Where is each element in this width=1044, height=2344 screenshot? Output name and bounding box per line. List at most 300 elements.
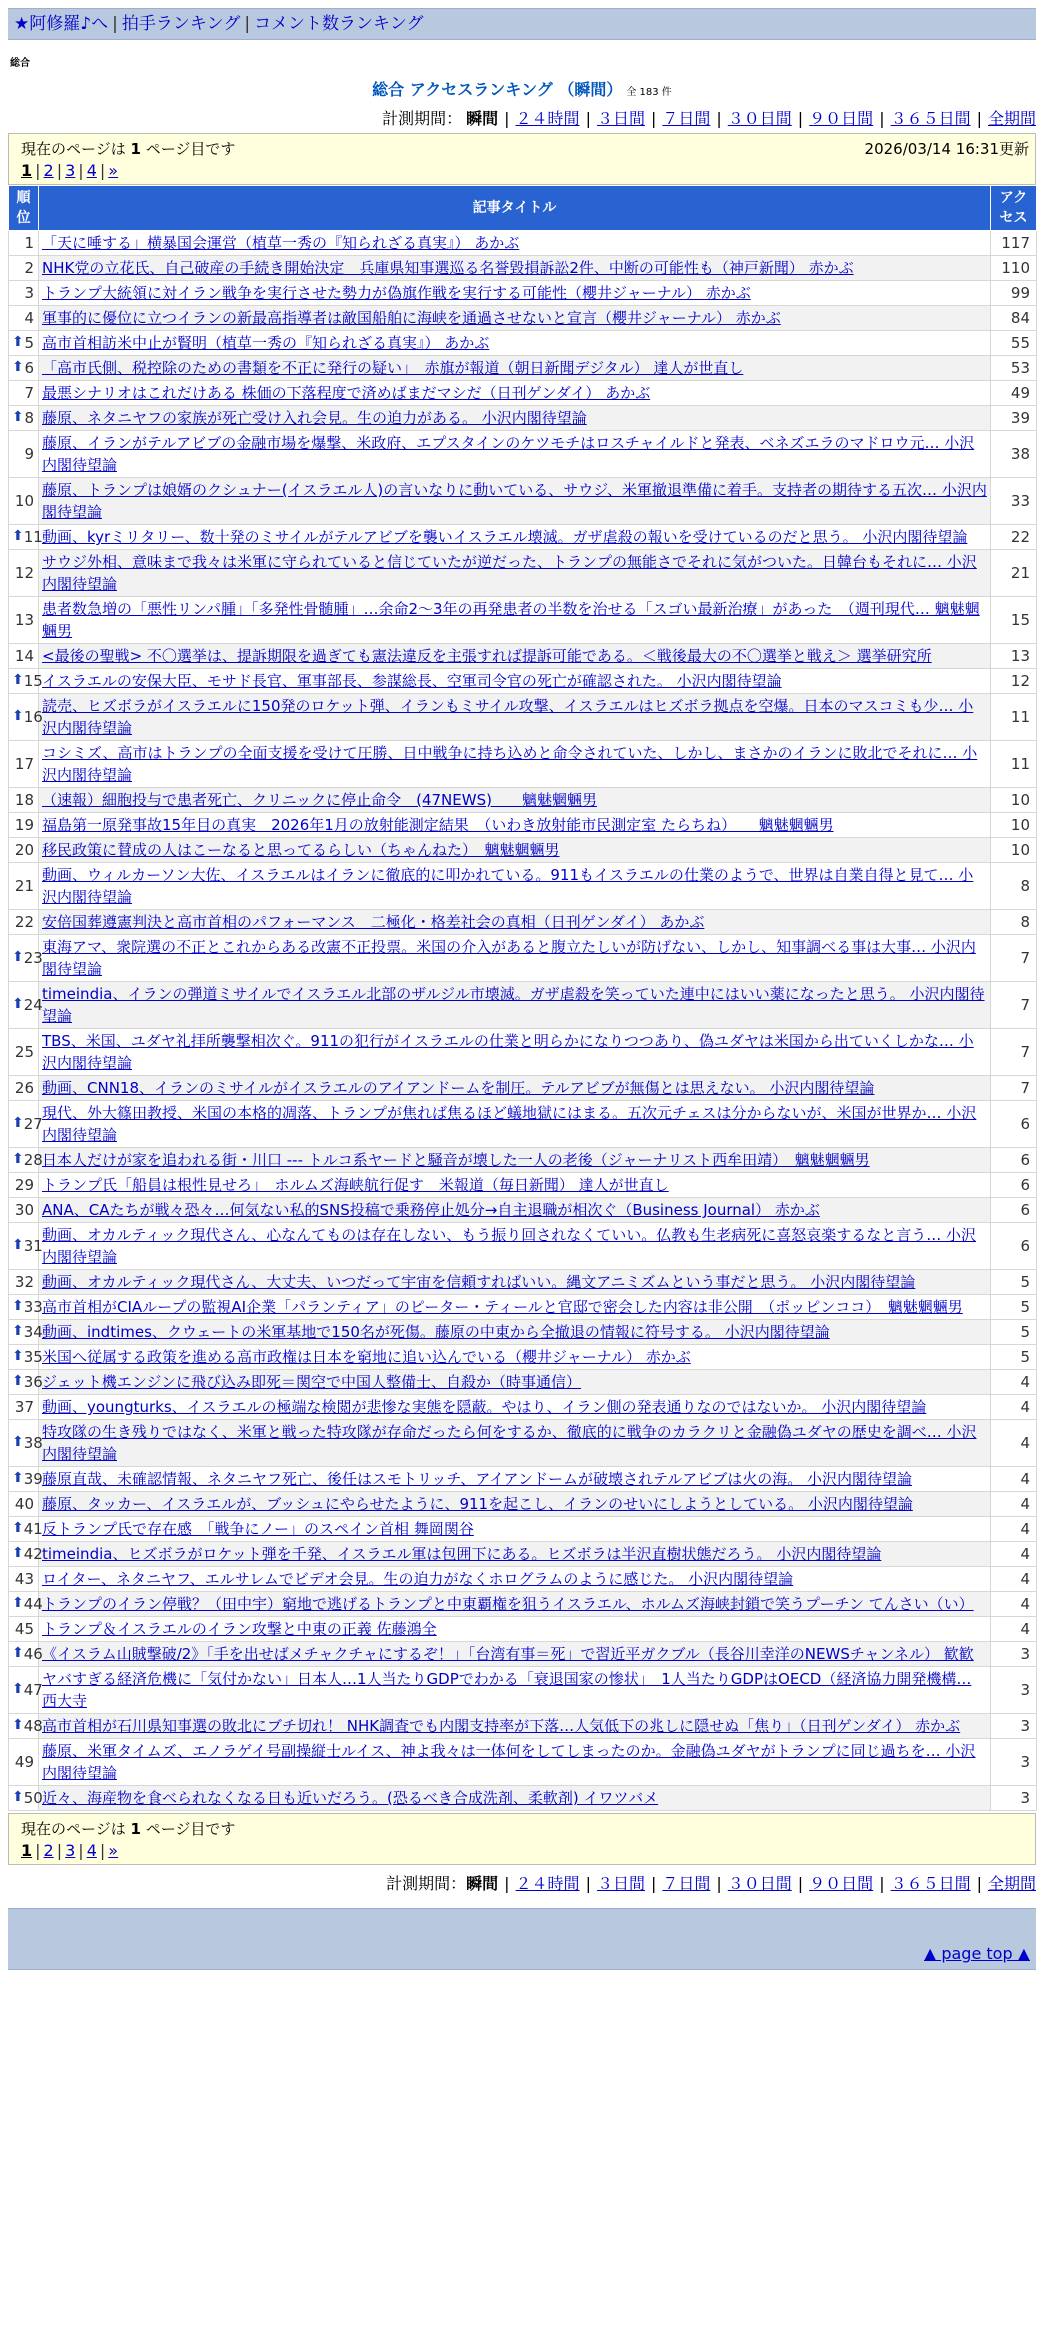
title-cell bbox=[39, 1076, 991, 1101]
period-option-current: 瞬間 bbox=[466, 109, 499, 128]
article-title-link[interactable]: 「天に唾する」横暴国会運営（植草一秀の『知られざる真実』） あかぶ bbox=[42, 234, 520, 252]
article-title-link[interactable]: 「高市氏側、税控除のための書類を不正に発行の疑い」 赤旗が報道（朝日新聞デジタル） 達人が世直し bbox=[42, 359, 744, 377]
title-cell bbox=[39, 741, 991, 788]
rank-number: 7 bbox=[24, 384, 34, 402]
access-count: 49 bbox=[991, 381, 1037, 406]
home-link[interactable]: ★阿修羅♪へ bbox=[14, 14, 109, 34]
rank-cell bbox=[9, 1567, 39, 1592]
table-row bbox=[9, 1739, 1037, 1786]
table-row bbox=[9, 1592, 1037, 1617]
rank-number: 9 bbox=[24, 445, 34, 463]
pager-page-link[interactable]: 3 bbox=[65, 1841, 76, 1860]
access-count: 84 bbox=[991, 306, 1037, 331]
title-cell bbox=[39, 1198, 991, 1223]
pager-page-link[interactable]: 4 bbox=[86, 161, 97, 180]
article-title-link[interactable]: トランプ氏「船員は根性見せろ」 ホルムズ海峡航行促す 米報道（毎日新聞） 達人が世直し bbox=[42, 1176, 669, 1194]
rank-up-arrow-icon: ⬆ bbox=[12, 949, 24, 965]
rank-cell bbox=[9, 231, 39, 256]
access-count: 4 bbox=[991, 1395, 1037, 1420]
rank-number: 29 bbox=[14, 1176, 34, 1194]
rank-number: 2 bbox=[24, 259, 34, 277]
rank-cell bbox=[9, 1667, 43, 1714]
table-row bbox=[9, 525, 1037, 550]
access-count: 99 bbox=[991, 281, 1037, 306]
period-option-link[interactable]: ３日間 bbox=[596, 109, 645, 128]
rank-up-arrow-icon: ⬆ bbox=[12, 334, 24, 350]
title-cell bbox=[39, 478, 991, 525]
ranking-table bbox=[8, 185, 1037, 1811]
article-title-link[interactable]: トランプ＆イスラエルのイラン攻撃と中東の正義 佐藤鴻全 bbox=[42, 1620, 437, 1638]
rank-number: 18 bbox=[14, 791, 34, 809]
category-tag: 総合 bbox=[10, 58, 30, 69]
rank-cell bbox=[9, 863, 39, 910]
access-count: 11 bbox=[991, 694, 1037, 741]
article-title-link[interactable]: 現代、外大篠田教授、米国の本格的凋落、トランプが焦れば焦るほど蟻地獄にはまる。五次元チェスは分からないが、米国が世界か… 小沢内閣待望論 bbox=[42, 1104, 977, 1144]
rank-number: 22 bbox=[14, 913, 34, 931]
article-title-link[interactable]: timeindia、イランの弾道ミサイルでイスラエル北部のザルジル市壊滅。ガザ虐殺を笑っていた連中にはいい薬になったと思う。 小沢内閣待望論 bbox=[42, 985, 985, 1025]
table-row bbox=[9, 381, 1037, 406]
article-title-link[interactable]: <最後の聖戦> 不〇選挙は、提訴期限を過ぎても憲法違反を主張すれば提訴可能である。＜戦後最大の不〇選挙と戦え＞ 選挙研究所 bbox=[42, 647, 932, 665]
rank-number: 23 bbox=[23, 949, 43, 967]
rank-cell bbox=[9, 935, 43, 982]
title-cell bbox=[39, 788, 991, 813]
table-row bbox=[9, 281, 1037, 306]
article-title-link[interactable]: 動画、CNN18、イランのミサイルがイスラエルのアイアンドームを制圧。テルアビブが無傷とは思えない。 小沢内閣待望論 bbox=[42, 1079, 875, 1097]
rank-number: 49 bbox=[14, 1753, 34, 1771]
period-option-link[interactable]: ３０日間 bbox=[727, 1874, 792, 1893]
rank-up-arrow-icon: ⬆ bbox=[12, 1348, 24, 1364]
article-title-link[interactable]: ヤバすぎる経済危機に「気付かない」日本人…1人当たりGDPでわかる「衰退国家の惨状」 1人当たりGDPはOECD（経済協力開発機構… 西大寺 bbox=[42, 1670, 972, 1710]
table-row bbox=[9, 1320, 1037, 1345]
title-cell bbox=[39, 1592, 991, 1617]
current-page-text: 現在のページは 1 ページ目です bbox=[21, 1820, 236, 1838]
access-count: 4 bbox=[991, 1592, 1037, 1617]
access-count: 21 bbox=[991, 550, 1037, 597]
rank-number: 11 bbox=[23, 528, 43, 546]
access-count: 117 bbox=[991, 231, 1037, 256]
article-title-link[interactable]: 動画、オカルティック現代さん、大丈夫、いつだって宇宙を信頼すればいい。縄文アニミズムという事だと思う。 小沢内閣待望論 bbox=[42, 1273, 916, 1291]
access-count: 38 bbox=[991, 431, 1037, 478]
article-title-link[interactable]: 高市首相がCIAループの監視AI企業「パランティア」のピーター・ティールと官邸で密会した内容は非公開 （ポッピンココ） 魑魅魍魎男 bbox=[42, 1298, 963, 1316]
col-access-header: アクセス bbox=[991, 186, 1037, 231]
access-count: 53 bbox=[991, 356, 1037, 381]
table-row bbox=[9, 256, 1037, 281]
item-count: 全 183 件 bbox=[626, 87, 672, 98]
table-row bbox=[9, 838, 1037, 863]
table-row bbox=[9, 788, 1037, 813]
access-count: 12 bbox=[991, 669, 1037, 694]
rank-number: 19 bbox=[14, 816, 34, 834]
period-separator: | bbox=[976, 1874, 982, 1893]
article-title-link[interactable]: ジェット機エンジンに飛び込み即死＝関空で中国人整備士、自殺か（時事通信） bbox=[42, 1373, 581, 1391]
rank-cell bbox=[9, 1592, 43, 1617]
table-row bbox=[9, 1370, 1037, 1395]
period-separator: | bbox=[797, 109, 804, 128]
rank-cell bbox=[9, 1517, 43, 1542]
rank-cell bbox=[9, 1492, 39, 1517]
rank-cell bbox=[9, 1173, 39, 1198]
table-row bbox=[9, 431, 1037, 478]
rank-number: 47 bbox=[23, 1681, 43, 1699]
period-option-link[interactable]: ９０日間 bbox=[809, 109, 874, 128]
rank-cell bbox=[9, 741, 39, 788]
rank-number: 30 bbox=[14, 1201, 34, 1219]
rank-up-arrow-icon: ⬆ bbox=[12, 1470, 24, 1486]
pager-next-link[interactable]: » bbox=[108, 161, 119, 180]
rank-up-arrow-icon: ⬆ bbox=[12, 708, 24, 724]
rank-cell bbox=[9, 431, 39, 478]
access-count: 4 bbox=[991, 1492, 1037, 1517]
table-row bbox=[9, 910, 1037, 935]
period-option-current: 瞬間 bbox=[466, 1874, 499, 1893]
period-separator: | bbox=[716, 109, 722, 128]
table-row bbox=[9, 1345, 1037, 1370]
title-cell bbox=[39, 256, 991, 281]
article-title-link[interactable]: 反トランプ氏で存在感 「戦争にノー」のスペイン首相 舞岡関谷 bbox=[42, 1520, 474, 1538]
period-separator: | bbox=[879, 109, 885, 128]
rank-up-arrow-icon: ⬆ bbox=[12, 528, 24, 544]
access-count: 6 bbox=[991, 1198, 1037, 1223]
table-row bbox=[9, 741, 1037, 788]
rank-cell bbox=[9, 1345, 43, 1370]
article-title-link[interactable]: トランプのイラン停戦？（田中宇）窮地で逃げるトランプと中東覇権を狙うイスラエル、ホルムズ海峡封鎖で笑うプーチン てんさい（い） bbox=[42, 1595, 974, 1613]
pager-page-link[interactable]: 3 bbox=[65, 161, 76, 180]
article-title-link[interactable]: 日本人だけが家を追われる街・川口 --- トルコ系ヤードと騒音が壊した一人の老後（ジャーナリスト西牟田靖） 魑魅魍魎男 bbox=[42, 1151, 870, 1169]
access-count: 13 bbox=[991, 644, 1037, 669]
article-title-link[interactable]: 高市首相が石川県知事選の敗北にブチ切れ！ NHK調査でも内閣支持率が下落…人気低下の兆しに隠せぬ「焦り」（日刊ゲンダイ） 赤かぶ bbox=[42, 1717, 961, 1735]
period-separator: | bbox=[650, 1874, 657, 1893]
rank-number: 37 bbox=[14, 1398, 34, 1416]
bottom-bar bbox=[8, 1908, 1036, 1939]
rank-up-arrow-icon: ⬆ bbox=[12, 1373, 24, 1389]
access-count: 7 bbox=[991, 1076, 1037, 1101]
title-cell bbox=[39, 1739, 991, 1786]
table-row bbox=[9, 1029, 1037, 1076]
page-title: 総合 アクセスランキング （瞬間） bbox=[372, 80, 623, 99]
article-title-link[interactable]: 米国へ従属する政策を進める高市政権は日本を窮地に追い込んでいる（櫻井ジャーナル） 赤かぶ bbox=[42, 1348, 691, 1366]
rank-up-arrow-icon: ⬆ bbox=[12, 1717, 24, 1733]
rank-number: 20 bbox=[14, 841, 34, 859]
table-row bbox=[9, 1467, 1037, 1492]
access-count: 3 bbox=[991, 1667, 1037, 1714]
article-title-link[interactable]: トランプ大統領に対イラン戦争を実行させた勢力が偽旗作戦を実行する可能性（櫻井ジャーナル） 赤かぶ bbox=[42, 284, 751, 302]
article-title-link[interactable]: 藤原、米軍タイムズ、エノラゲイ号副操縦士ルイス、神よ我々は一体何をしてしまったのか。金融偽ユダヤがトランプに同じ過ちを… 小沢内閣待望論 bbox=[42, 1742, 976, 1782]
rank-cell bbox=[9, 281, 39, 306]
access-count: 7 bbox=[991, 1029, 1037, 1076]
rank-number: 27 bbox=[23, 1115, 43, 1133]
access-count: 5 bbox=[991, 1295, 1037, 1320]
pagination bbox=[21, 160, 1029, 182]
title-cell bbox=[39, 1295, 991, 1320]
rank-number: 39 bbox=[23, 1470, 43, 1488]
rank-cell bbox=[9, 1642, 43, 1667]
rank-cell bbox=[9, 694, 43, 741]
access-count: 55 bbox=[991, 331, 1037, 356]
rank-number: 26 bbox=[14, 1079, 34, 1097]
rank-cell bbox=[9, 644, 39, 669]
rank-up-arrow-icon: ⬆ bbox=[12, 1789, 24, 1805]
table-row bbox=[9, 331, 1037, 356]
period-option-link[interactable]: ７日間 bbox=[662, 1874, 711, 1893]
rank-number: 10 bbox=[14, 492, 34, 510]
table-row bbox=[9, 1270, 1037, 1295]
rank-up-arrow-icon: ⬆ bbox=[12, 409, 24, 425]
access-count: 10 bbox=[991, 838, 1037, 863]
article-title-link[interactable]: 軍事的に優位に立つイランの新最高指導者は敵国船舶に海峡を通過させないと宣言（櫻井ジャーナル） 赤かぶ bbox=[42, 309, 781, 327]
article-title-link[interactable]: 福島第一原発事故15年目の真実 2026年1月の放射能測定結果 （いわき放射能市民測定室 たらちね） 魑魅魍魎男 bbox=[42, 816, 834, 834]
period-option-link[interactable]: ２４時間 bbox=[515, 1874, 580, 1893]
article-title-link[interactable]: 特攻隊の生き残りではなく、米軍と戦った特攻隊が存命だったら何をするか、徹底的に戦争のカラクリと金融偽ユダヤの歴史を調べ… 小沢内閣待望論 bbox=[42, 1423, 977, 1463]
article-title-link[interactable]: 読売、ヒズボラがイスラエルに150発のロケット弾、イランもミサイル攻撃、イスラエルはヒズボラ拠点を空爆。日本のマスコミも少… 小沢内閣待望論 bbox=[42, 697, 974, 737]
page-info-box bbox=[8, 133, 1036, 185]
table-row bbox=[9, 1786, 1037, 1811]
article-title-link[interactable]: 動画、ウィルカーソン大佐、イスラエルはイランに徹底的に叩かれている。911もイスラエルの仕業のようで、世界は自業自得と見て… 小沢内閣待望論 bbox=[42, 866, 974, 906]
title-cell bbox=[39, 1395, 991, 1420]
rank-up-arrow-icon: ⬆ bbox=[12, 1645, 24, 1661]
rank-number: 12 bbox=[14, 564, 34, 582]
rank-number: 32 bbox=[14, 1273, 34, 1291]
access-count: 39 bbox=[991, 406, 1037, 431]
title-cell bbox=[39, 1467, 991, 1492]
access-count: 3 bbox=[991, 1786, 1037, 1811]
pager-page-link[interactable]: 4 bbox=[86, 1841, 97, 1860]
access-count: 10 bbox=[991, 813, 1037, 838]
access-count: 5 bbox=[991, 1320, 1037, 1345]
access-count: 4 bbox=[991, 1467, 1037, 1492]
nav-separator: | bbox=[244, 14, 251, 34]
article-title-link[interactable]: 動画、indtimes、クウェートの米軍基地で150名が死傷。藤原の中東から全撤退の情報に符号する。 小沢内閣待望論 bbox=[42, 1323, 830, 1341]
rank-number: 1 bbox=[24, 234, 34, 252]
article-title-link[interactable]: timeindia、ヒズボラがロケット弾を千発、イスラエル軍は包囲下にある。ヒズボラは半沢直樹状態だろう。 小沢内閣待望論 bbox=[42, 1545, 882, 1563]
article-title-link[interactable]: ロイター、ネタニヤフ、エルサレムでビデオ会見。生の迫力がなくホログラムのように感じた。 小沢内閣待望論 bbox=[42, 1570, 794, 1588]
title-cell bbox=[39, 1320, 991, 1345]
article-title-link[interactable]: 動画、youngturks、イスラエルの極端な検閲が悲惨な実態を隠蔽。やはり、イラン側の発表通りなのではないか。 小沢内閣待望論 bbox=[42, 1398, 927, 1416]
table-row bbox=[9, 813, 1037, 838]
table-row bbox=[9, 1101, 1037, 1148]
access-count: 5 bbox=[991, 1345, 1037, 1370]
table-row bbox=[9, 1295, 1037, 1320]
period-option-link[interactable]: ３６５日間 bbox=[890, 109, 971, 128]
article-title-link[interactable]: サウジ外相、意味まで我々は米軍に守られていると信じていたが逆だった、トランプの無能さでそれに気がついた。日韓台もそれに… 小沢内閣待望論 bbox=[42, 553, 977, 593]
pager-separator: | bbox=[78, 1841, 84, 1860]
access-count: 6 bbox=[991, 1148, 1037, 1173]
article-title-link[interactable]: 高市首相訪米中止が賢明（植草一秀の『知られざる真実』） あかぶ bbox=[42, 334, 490, 352]
access-count: 5 bbox=[991, 1270, 1037, 1295]
article-title-link[interactable]: 《イスラム山賊撃破/2》「手を出せばメチャクチャにするぞ！」「台湾有事＝死」で習近平ガクブル（長谷川幸洋のNEWSチャンネル） 歓歓 bbox=[42, 1645, 974, 1663]
title-cell bbox=[39, 982, 991, 1029]
rank-number: 38 bbox=[23, 1434, 43, 1452]
col-rank-header: 順位 bbox=[9, 186, 39, 231]
title-cell bbox=[39, 1370, 991, 1395]
access-count: 4 bbox=[991, 1542, 1037, 1567]
table-row bbox=[9, 1395, 1037, 1420]
pager-separator: | bbox=[99, 1841, 106, 1860]
table-row bbox=[9, 356, 1037, 381]
table-row bbox=[9, 694, 1037, 741]
rank-up-arrow-icon: ⬆ bbox=[12, 1545, 24, 1561]
page-info-box-bottom bbox=[8, 1813, 1036, 1865]
access-count: 7 bbox=[991, 982, 1037, 1029]
title-cell bbox=[39, 1542, 991, 1567]
article-title-link[interactable]: 移民政策に賛成の人はこーなると思ってるらしい（ちゃんねた） 魑魅魍魎男 bbox=[42, 841, 560, 859]
article-title-link[interactable]: 安倍国葬遵憲判決と高市首相のパフォーマンス 二極化・格差社会の真相（日刊ゲンダイ） あかぶ bbox=[42, 913, 705, 931]
article-title-link[interactable]: ANA、CAたちが戦々恐々…何気ない私的SNS投稿で乗務停止処分→自主退職が相次ぐ（Business Journal） 赤かぶ bbox=[42, 1201, 820, 1219]
title-cell bbox=[39, 1517, 991, 1542]
rank-cell bbox=[9, 669, 43, 694]
article-title-link[interactable]: NHK党の立花氏、自己破産の手続き開始決定 兵庫県知事選巡る名誉毀損訴訟2件、中断の可能性も（神戸新聞） 赤かぶ bbox=[42, 259, 854, 277]
rank-cell bbox=[9, 910, 39, 935]
access-count: 6 bbox=[991, 1101, 1037, 1148]
period-option-link[interactable]: ９０日間 bbox=[809, 1874, 874, 1893]
table-row bbox=[9, 1617, 1037, 1642]
rank-cell bbox=[9, 1198, 39, 1223]
rank-number: 4 bbox=[24, 309, 34, 327]
article-title-link[interactable]: 近々、海産物を食べられなくなる日も近いだろう。(恐るべき合成洗剤、柔軟剤) イワツバメ bbox=[42, 1789, 659, 1807]
rank-number: 45 bbox=[14, 1620, 34, 1638]
rank-up-arrow-icon: ⬆ bbox=[12, 1298, 24, 1314]
rank-cell bbox=[9, 1370, 43, 1395]
period-option-link[interactable]: 全期間 bbox=[987, 109, 1036, 128]
period-separator: | bbox=[504, 109, 510, 128]
article-title-link[interactable]: 藤原、ネタニヤフの家族が死亡受け入れ会見。生の迫力がある。 小沢内閣待望論 bbox=[42, 409, 587, 427]
rank-up-arrow-icon: ⬆ bbox=[12, 996, 24, 1012]
pager-separator: | bbox=[35, 1841, 41, 1860]
period-separator: | bbox=[797, 1874, 804, 1893]
article-title-link[interactable]: 動画、オカルティック現代さん、心なんてものは存在しない、もう振り回されなくていい。仏教も生老病死に喜怒哀楽するなと言う… 小沢内閣待望論 bbox=[42, 1226, 977, 1266]
title-cell bbox=[39, 525, 991, 550]
comment-ranking-link[interactable]: コメント数ランキング bbox=[254, 14, 424, 34]
access-count: 6 bbox=[991, 1223, 1037, 1270]
article-title-link[interactable]: 藤原、イランがテルアビブの金融市場を爆撃、米政府、エプスタインのケツモチはロスチャイルドと発表、ベネズエラのマドロウ元… 小沢内閣待望論 bbox=[42, 434, 975, 474]
pager-page-link[interactable]: 2 bbox=[43, 161, 54, 180]
period-option-link[interactable]: ７日間 bbox=[662, 109, 711, 128]
title-cell bbox=[39, 331, 991, 356]
article-title-link[interactable]: 最悪シナリオはこれだけある 株価の下落程度で済めばまだマシだ（日刊ゲンダイ） あかぶ bbox=[42, 384, 651, 402]
rank-cell bbox=[9, 525, 43, 550]
article-title-link[interactable]: TBS、米国、ユダヤ礼拝所襲撃相次ぐ。911の犯行がイスラエルの仕業と明らかになりつつあり、偽ユダヤは米国から出ていくしかな… 小沢内閣待望論 bbox=[42, 1032, 974, 1072]
pager-current-page: 1 bbox=[21, 1841, 33, 1860]
rank-up-arrow-icon: ⬆ bbox=[12, 1151, 24, 1167]
table-row bbox=[9, 1420, 1037, 1467]
rank-cell bbox=[9, 1786, 43, 1811]
clap-ranking-link[interactable]: 拍手ランキング bbox=[121, 14, 241, 34]
rank-number: 13 bbox=[14, 611, 34, 629]
rank-number: 46 bbox=[23, 1645, 43, 1663]
access-count: 110 bbox=[991, 256, 1037, 281]
col-title-header: 記事タイトル bbox=[39, 186, 991, 231]
title-cell bbox=[39, 1667, 991, 1714]
title-cell bbox=[39, 1642, 991, 1667]
access-count: 10 bbox=[991, 788, 1037, 813]
period-option-link[interactable]: ３日間 bbox=[596, 1874, 645, 1893]
pager-separator: | bbox=[99, 161, 106, 180]
article-title-link[interactable]: 藤原直哉、未確認情報、ネタニヤフ死亡、後任はスモトリッチ、アイアンドームが破壊されテルアビブは火の海。 小沢内閣待望論 bbox=[42, 1470, 912, 1488]
access-count: 3 bbox=[991, 1714, 1037, 1739]
table-row bbox=[9, 1567, 1037, 1592]
rank-cell bbox=[9, 1320, 43, 1345]
table-row bbox=[9, 935, 1037, 982]
title-cell bbox=[39, 1567, 991, 1592]
article-title-link[interactable]: （速報）細胞投与で患者死亡、クリニックに停止命令 (47NEWS) 魑魅魍魎男 bbox=[42, 791, 597, 809]
title-cell bbox=[39, 1617, 991, 1642]
period-separator: | bbox=[650, 109, 657, 128]
rank-up-arrow-icon: ⬆ bbox=[12, 1237, 24, 1253]
title-cell bbox=[39, 935, 991, 982]
top-nav-bar bbox=[8, 8, 1036, 40]
rank-number: 28 bbox=[23, 1151, 43, 1169]
table-row bbox=[9, 1667, 1037, 1714]
period-option-link[interactable]: ３０日間 bbox=[727, 109, 792, 128]
period-separator: | bbox=[504, 1874, 510, 1893]
article-title-link[interactable]: 東海アマ、衆院選の不正とこれからある改憲不正投票。米国の介入があると腹立たしいが防げない、しかし、知事調べる事は大事… 小沢内閣待望論 bbox=[42, 938, 976, 978]
article-title-link[interactable]: 藤原、トランプは娘婿のクシュナー(イスラエル人)の言いなりに動いている、サウジ、米軍撤退準備に着手。支持者の期待する五次… 小沢内閣待望論 bbox=[42, 481, 987, 521]
article-title-link[interactable]: イスラエルの安保大臣、モサド長官、軍事部長、参謀総長、空軍司令官の死亡が確認された。 小沢内閣待望論 bbox=[42, 672, 782, 690]
rank-cell bbox=[9, 1029, 39, 1076]
table-row bbox=[9, 478, 1037, 525]
rank-number: 43 bbox=[14, 1570, 34, 1588]
rank-number: 48 bbox=[23, 1717, 43, 1735]
table-row bbox=[9, 1542, 1037, 1567]
rank-up-arrow-icon: ⬆ bbox=[12, 1323, 24, 1339]
table-row bbox=[9, 863, 1037, 910]
table-row bbox=[9, 1173, 1037, 1198]
article-title-link[interactable]: コシミズ、高市はトランプの全面支援を受けて圧勝、日中戦争に持ち込めと命令されていた、しかし、まさかのイランに敗北でそれに… 小沢内閣待望論 bbox=[42, 744, 978, 784]
title-cell bbox=[39, 1420, 991, 1467]
title-cell bbox=[39, 281, 991, 306]
title-cell bbox=[39, 306, 991, 331]
article-title-link[interactable]: 動画、kyrミリタリー、数十発のミサイルがテルアビブを襲いイスラエル壊滅。ガザ虐殺の報いを受けているのだと思う。 小沢内閣待望論 bbox=[42, 528, 968, 546]
page-top-link[interactable]: ▲ page top ▲ bbox=[923, 1944, 1030, 1963]
period-selector bbox=[0, 106, 1036, 129]
access-count: 4 bbox=[991, 1370, 1037, 1395]
rank-number: 31 bbox=[23, 1237, 43, 1255]
period-option-link[interactable]: ３６５日間 bbox=[890, 1874, 971, 1893]
access-count: 8 bbox=[991, 863, 1037, 910]
title-cell bbox=[39, 813, 991, 838]
pagination bbox=[21, 1840, 1029, 1862]
article-title-link[interactable]: 患者数急増の「悪性リンパ腫」「多発性骨髄腫」…余命2～3年の再発患者の半数を治せる「スゴい最新治療」があった （週刊現代… 魑魅魍魎男 bbox=[42, 600, 980, 640]
title-cell bbox=[39, 1345, 991, 1370]
pager-separator: | bbox=[35, 161, 41, 180]
table-row bbox=[9, 1714, 1037, 1739]
updated-timestamp: 2026/03/14 16:31更新 bbox=[864, 140, 1029, 158]
period-separator: | bbox=[716, 1874, 722, 1893]
period-selector-bottom bbox=[0, 1871, 1036, 1894]
title-cell bbox=[39, 694, 991, 741]
access-count: 3 bbox=[991, 1642, 1037, 1667]
table-row bbox=[9, 644, 1037, 669]
title-cell bbox=[39, 550, 991, 597]
rank-cell bbox=[9, 1467, 43, 1492]
rank-number: 25 bbox=[14, 1043, 34, 1061]
period-option-link[interactable]: ２４時間 bbox=[515, 109, 580, 128]
period-option-link[interactable]: 全期間 bbox=[987, 1874, 1036, 1893]
pager-next-link[interactable]: » bbox=[108, 1841, 119, 1860]
title-cell bbox=[39, 1714, 991, 1739]
table-row bbox=[9, 1223, 1037, 1270]
rank-up-arrow-icon: ⬆ bbox=[12, 1434, 24, 1450]
table-row bbox=[9, 597, 1037, 644]
page-top-bar bbox=[8, 1939, 1036, 1970]
pager-page-link[interactable]: 2 bbox=[43, 1841, 54, 1860]
article-title-link[interactable]: 藤原、タッカー、イスラエルが、ブッシュにやらせたように、911を起こし、イランのせいにしようとしている。 小沢内閣待望論 bbox=[42, 1495, 913, 1513]
rank-cell bbox=[9, 597, 39, 644]
table-row bbox=[9, 982, 1037, 1029]
title-cell bbox=[39, 231, 991, 256]
table-row bbox=[9, 231, 1037, 256]
rank-cell bbox=[9, 256, 39, 281]
rank-number: 36 bbox=[23, 1373, 43, 1391]
